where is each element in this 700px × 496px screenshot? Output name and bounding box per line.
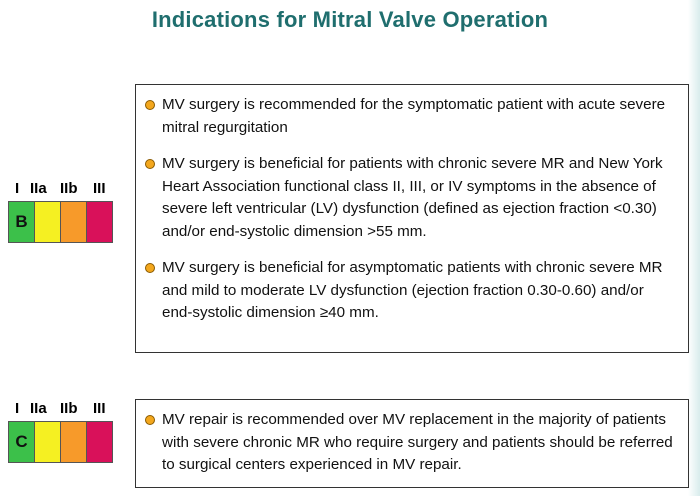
class-box-iii (87, 202, 112, 242)
recommendation-item (162, 153, 676, 243)
recommendation-text: MV surgery is beneficial for asymptomatic patients with chronic severe MR and mild to moderate LV dysfunction (ejection fraction 0.30-0.60) and/or end-systolic dimension ≥40 mm. (162, 259, 663, 321)
class-box-iib (61, 422, 87, 462)
class-box-i (9, 202, 35, 242)
recommendation-item (162, 257, 676, 325)
class-label-i: I (15, 400, 20, 417)
recommendation-item (162, 409, 676, 477)
class-label-iia: IIa (30, 180, 47, 197)
evidence-level-letter: B (15, 212, 28, 231)
bullet-icon (145, 263, 155, 273)
class-labels (8, 400, 113, 418)
bullet-icon (145, 415, 155, 425)
class-label-iii: III (93, 180, 106, 197)
class-indicator-b (8, 180, 113, 243)
class-color-boxes (8, 421, 113, 463)
class-box-iii (87, 422, 112, 462)
recommendation-box-c (135, 399, 689, 488)
slide-title: Indications for Mitral Valve Operation (151, 7, 549, 32)
class-labels (8, 180, 113, 198)
recommendation-text: MV surgery is recommended for the symptomatic patient with acute severe mitral regurgitation (162, 96, 666, 136)
class-label-i: I (15, 180, 20, 197)
class-label-iii: III (93, 400, 106, 417)
class-label-iia: IIa (30, 400, 47, 417)
recommendation-box-b (135, 84, 689, 353)
recommendation-text: MV repair is recommended over MV replacement in the majority of patients with severe chronic MR who require surgery and patients should be referred to surgical centers experienced in MV repair. (162, 411, 673, 473)
recommendation-text: MV surgery is beneficial for patients with chronic severe MR and New York Heart Association functional class II, III, or IV symptoms in the absence of severe left ventricular (LV) dysfunction (defined as ejection fraction <0.30) and/or end-systolic dimension >55 mm. (162, 155, 663, 240)
class-box-iib (61, 202, 87, 242)
class-box-i (9, 422, 35, 462)
class-label-iib: IIb (60, 400, 78, 417)
class-color-boxes (8, 201, 113, 243)
slide-edge-decoration (688, 0, 700, 496)
bullet-icon (145, 100, 155, 110)
recommendation-item (162, 94, 676, 139)
evidence-level-letter: C (15, 432, 28, 451)
class-box-iia (35, 202, 61, 242)
class-indicator-c (8, 400, 113, 463)
class-box-iia (35, 422, 61, 462)
class-label-iib: IIb (60, 180, 78, 197)
bullet-icon (145, 159, 155, 169)
